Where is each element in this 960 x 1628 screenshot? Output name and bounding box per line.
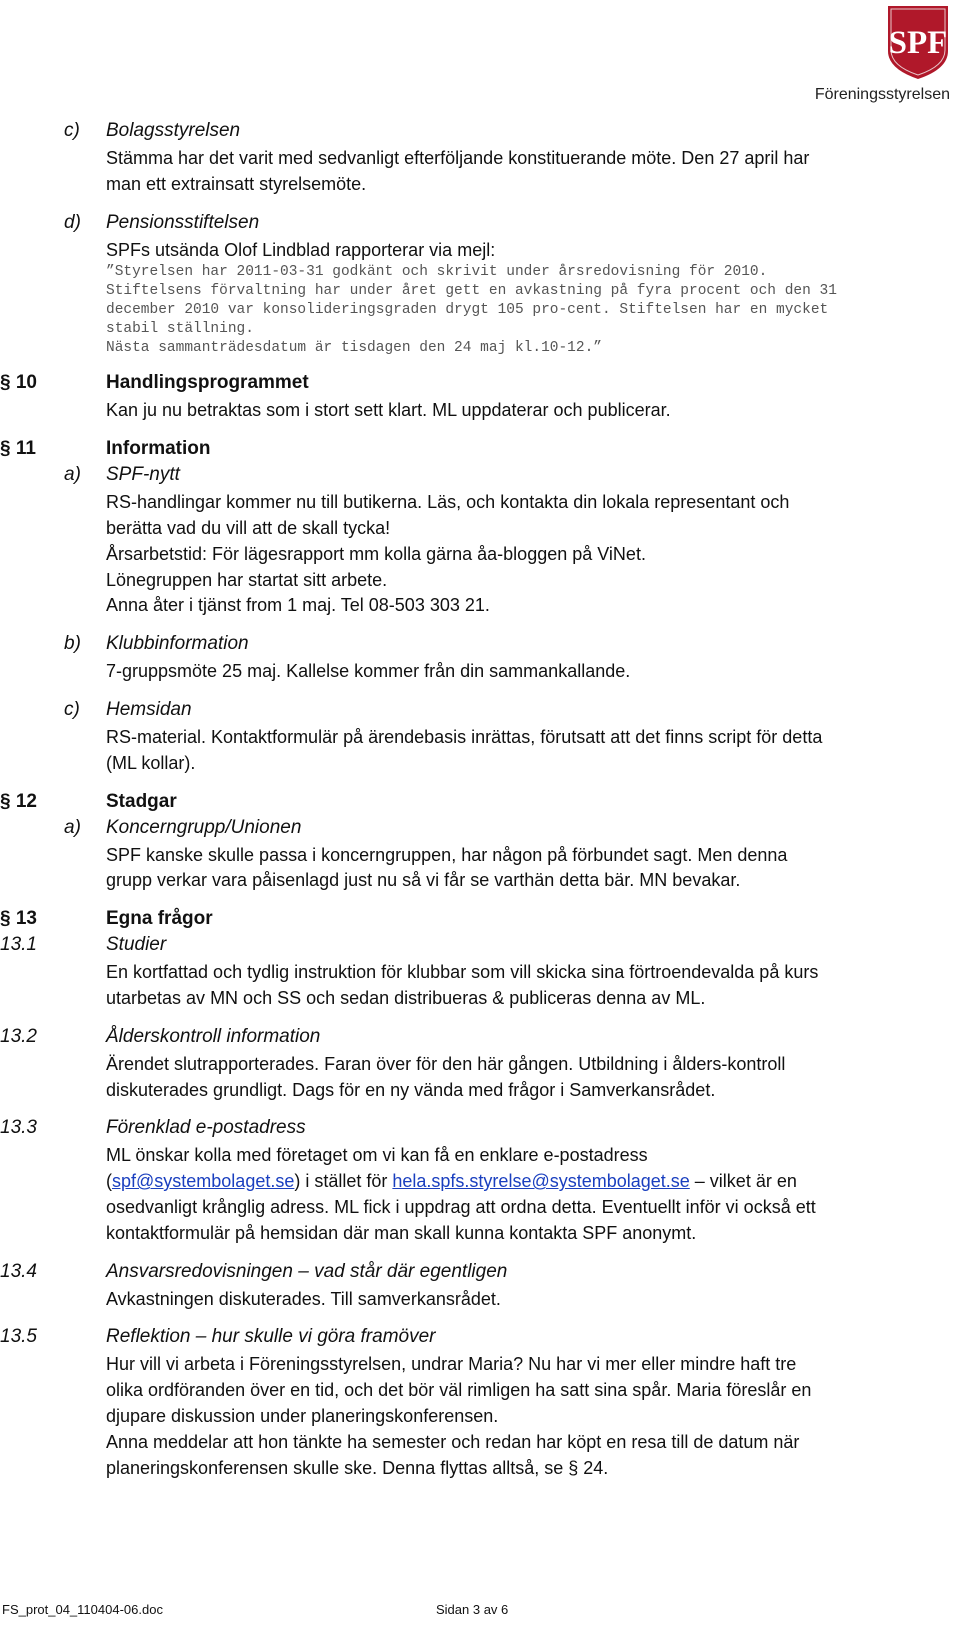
- item-text: Stämma har det varit med sedvanligt efterföljande konstituerande möte. Den 27 april har man ett extrainsatt styrelsemöte.: [106, 148, 810, 194]
- footer-filename: FS_prot_04_110404-06.doc: [2, 1602, 163, 1617]
- item-title: Studier: [106, 934, 167, 956]
- email-link-short[interactable]: spf@systembolaget.se: [112, 1171, 295, 1192]
- document-body: [0, 120, 960, 1481]
- text-segment: ML önskar kolla med företaget om vi kan få en enklare e-postadress (: [106, 1145, 648, 1192]
- item-text: Anna åter i tjänst from 1 maj. Tel 08-503 303 21.: [106, 595, 490, 616]
- item-text: En kortfattad och tydlig instruktion för klubbar som vill skicka sina förtroendevalda på kurs utarbetas av MN och SS och sedan distribueras & publiceras denna av ML.: [106, 962, 819, 1008]
- item-text: 7-gruppsmöte 25 maj. Kallelse kommer från din sammankallande.: [106, 661, 631, 682]
- item-pensionsstiftelsen: [0, 212, 960, 359]
- item-text: RS-material. Kontaktformulär på ärendebasis inrättas, förutsatt att det finns script för detta (ML kollar).: [106, 726, 823, 773]
- section-number: § 12: [0, 790, 37, 812]
- item-bolagsstyrelsen: [0, 120, 960, 198]
- section-title: Stadgar: [106, 790, 177, 812]
- item-text: Anna meddelar att hon tänkte ha semester och redan har köpt en resa till de datum när planeringskonferensen skulle ske. Denna flyttas alltså, se § 24.: [106, 1431, 800, 1478]
- email-link-long[interactable]: hela.spfs.styrelse@systembolaget.se: [392, 1171, 690, 1192]
- item-text: RS-handlingar kommer nu till butikerna. Läs, och kontakta din lokala representant och berätta vad du vill att de skall tycka!: [106, 492, 790, 538]
- item-title: Bolagsstyrelsen: [106, 120, 241, 141]
- item-title: Ålderskontroll information: [106, 1025, 321, 1047]
- item-label: b): [64, 633, 81, 655]
- item-number: 13.3: [0, 1117, 37, 1139]
- section-title: Handlingsprogrammet: [106, 372, 309, 394]
- quoted-email: ”Styrelsen har 2011-03-31 godkänt och skrivit under årsredovisning för 2010. Stiftelsens förvaltning har under året gett en avkastning på fyra procent och den 31 december 2010 var konsolideringsgraden drygt 105 pro-cent. Stiftelsen har en mycket stabil ställning.: [106, 264, 837, 338]
- item-number: 13.5: [0, 1326, 37, 1348]
- item-text: Hur vill vi arbeta i Föreningsstyrelsen, undrar Maria? Nu har vi mer eller mindre haft tre olika ordföranden över en tid, och det bör väl rimligen ha satt sina spår. Maria föreslår en djupare diskussion under planeringskonferensen.: [106, 1354, 812, 1426]
- item-title: Koncerngrupp/Unionen: [106, 816, 302, 838]
- item-text: Ärendet slutrapporterades. Faran över för den här gången. Utbildning i ålders-kontroll diskuterades grundligt. Dags för en ny vända med frågor i Samverkansrådet.: [106, 1053, 786, 1100]
- item-number: 13.1: [0, 934, 37, 956]
- section-title: Egna frågor: [106, 908, 213, 930]
- spf-logo-text: SPF: [888, 25, 948, 61]
- item-text: SPFs utsända Olof Lindblad rapporterar via mejl:: [106, 239, 496, 260]
- text-segment: ) i stället för: [294, 1171, 393, 1192]
- item-title: Hemsidan: [106, 698, 192, 720]
- item-label: c): [64, 698, 80, 720]
- item-title: Reflektion – hur skulle vi göra framöver: [106, 1326, 436, 1348]
- item-text: Lönegruppen har startat sitt arbete.: [106, 569, 388, 590]
- item-title: Ansvarsredovisningen – vad står där egentligen: [106, 1260, 508, 1282]
- section-12: [0, 791, 960, 895]
- item-text: Avkastningen diskuterades. Till samverkansrådet.: [106, 1288, 501, 1309]
- item-text: [106, 1143, 836, 1246]
- spf-logo: [885, 3, 951, 81]
- organization-name: Föreningsstyrelsen: [814, 86, 950, 103]
- item-title: SPF-nytt: [106, 464, 180, 486]
- item-label: a): [64, 464, 81, 486]
- section-text: Kan ju nu betraktas som i stort sett klart. ML uppdaterar och publicerar.: [106, 400, 671, 421]
- section-10: [0, 372, 960, 424]
- quoted-email-end: Nästa sammanträdesdatum är tisdagen den 24 maj kl.10-12.”: [106, 340, 602, 357]
- item-title: Förenklad e-postadress: [106, 1117, 306, 1139]
- item-label: a): [64, 816, 81, 838]
- item-label: c): [64, 120, 80, 141]
- section-number: § 13: [0, 908, 37, 930]
- item-text: Årsarbetstid: För lägesrapport mm kolla gärna åa-bloggen på ViNet.: [106, 543, 646, 564]
- section-11: [0, 438, 960, 776]
- item-number: 13.4: [0, 1260, 37, 1282]
- section-13: [0, 908, 960, 1481]
- item-label: d): [64, 211, 81, 233]
- section-number: § 11: [0, 438, 36, 460]
- item-text: SPF kanske skulle passa i koncerngruppen, har någon på förbundet sagt. Men denna grupp verkar vara påisenlagd just nu så vi får se varthän detta bär. MN bevakar.: [106, 844, 788, 891]
- item-number: 13.2: [0, 1025, 37, 1047]
- item-title: Klubbinformation: [106, 633, 249, 655]
- section-number: § 10: [0, 372, 37, 394]
- section-title: Information: [106, 438, 211, 460]
- footer-page-number: Sidan 3 av 6: [436, 1602, 509, 1617]
- item-title: Pensionsstiftelsen: [106, 211, 260, 233]
- text-segment: – vilket är en osedvanligt krånglig adress. ML fick i uppdrag att ordna detta. Eventuellt inför vi också ett kontaktformulär på hemsidan där man skall kunna kontakta SPF anonymt.: [106, 1171, 816, 1243]
